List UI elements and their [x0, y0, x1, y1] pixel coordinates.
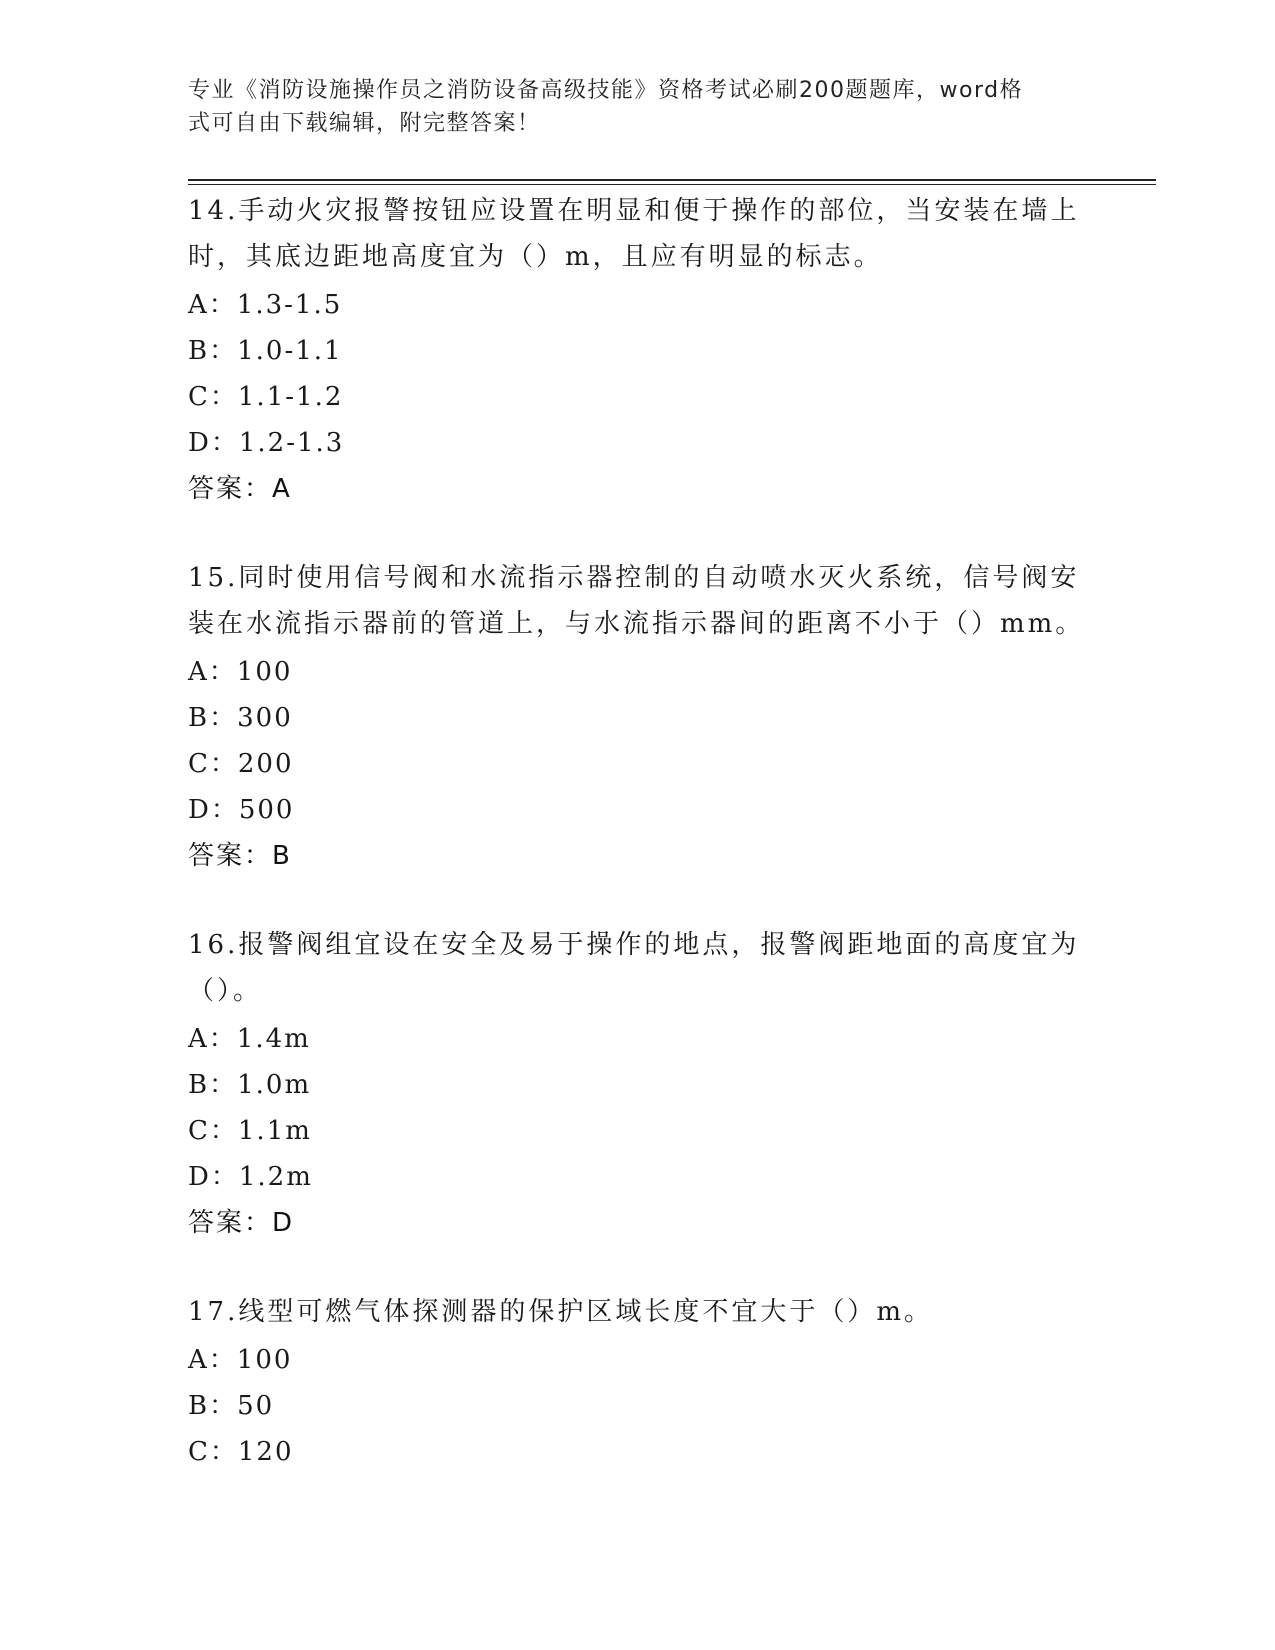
answer-text: 答案：A — [188, 474, 292, 504]
option-b: B：1.0-1.1 — [188, 336, 343, 366]
question-16 — [188, 922, 1088, 1246]
option-c: C：200 — [188, 749, 294, 779]
answer-text: 答案：D — [188, 1208, 295, 1238]
question-stem: 15.同时使用信号阀和水流指示器控制的自动喷水灭火系统，信号阀安装在水流指示器前的管道上，与水流指示器间的距离不小于（）mm。 — [188, 563, 1085, 639]
option-b: B：50 — [188, 1391, 275, 1421]
option-c: C：1.1-1.2 — [188, 382, 344, 412]
header-divider-thick — [188, 179, 1156, 181]
option-a: A：1.4m — [188, 1024, 311, 1054]
header-divider-thin — [188, 184, 1156, 185]
option-a: A：1.3-1.5 — [188, 290, 343, 320]
question-stem: 16.报警阀组宜设在安全及易于操作的地点，报警阀距地面的高度宜为（）。 — [188, 930, 1080, 1006]
option-b: B：300 — [188, 703, 293, 733]
question-17 — [188, 1289, 1088, 1475]
question-list — [188, 188, 1088, 1518]
question-stem: 14.手动火灾报警按钮应设置在明显和便于操作的部位，当安装在墙上时，其底边距地高度宜为（）m，且应有明显的标志。 — [188, 196, 1080, 272]
question-14 — [188, 188, 1088, 512]
question-15 — [188, 555, 1088, 879]
option-c: C：120 — [188, 1437, 294, 1467]
option-b: B：1.0m — [188, 1070, 312, 1100]
option-c: C：1.1m — [188, 1116, 312, 1146]
header-title-line-2: 式可自由下载编辑，附完整答案！ — [188, 111, 541, 136]
header-title-line-1: 专业《消防设施操作员之消防设备高级技能》资格考试必刷200题题库，word格 — [188, 78, 1024, 103]
option-d: D：1.2-1.3 — [188, 428, 345, 458]
answer-text: 答案：B — [188, 841, 292, 871]
option-d: D：500 — [188, 795, 295, 825]
option-a: A：100 — [188, 1345, 293, 1375]
question-stem: 17.线型可燃气体探测器的保护区域长度不宜大于（）m。 — [188, 1297, 934, 1327]
option-d: D：1.2m — [188, 1162, 313, 1192]
document-header — [188, 74, 1068, 140]
option-a: A：100 — [188, 657, 293, 687]
